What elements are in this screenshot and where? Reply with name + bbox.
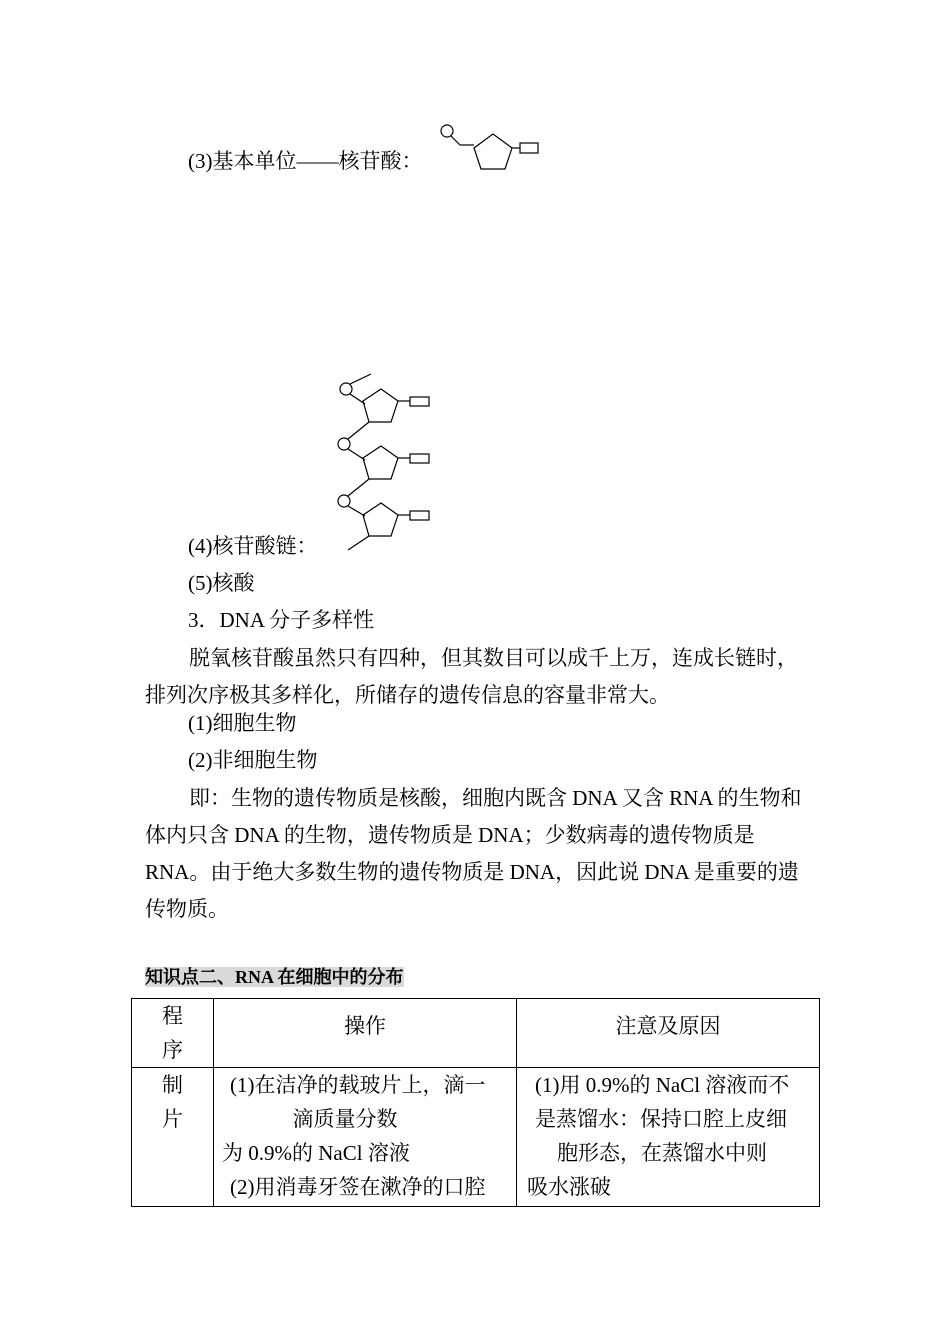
header-notes	[517, 999, 820, 1068]
item5-text: (5)核酸	[188, 571, 255, 595]
header-operation	[214, 999, 517, 1068]
conclusion-paragraph: 即：生物的遗传物质是核酸，细胞内既含 DNA 又含 RNA 的生物和体内只含 DNA 的生物，遗传物质是 DNA；少数病毒的遗传物质是 RNA。由于绝大多数生物的遗传物质是 DNA，因此说 DNA 是重要的遗传物质。	[145, 786, 802, 921]
operation-line: 滴质量分数	[292, 1107, 398, 1131]
notes-line: (1)用 0.9%的 NaCl 溶液而不	[535, 1073, 790, 1097]
rna-distribution-table	[131, 998, 820, 1207]
row-notes-cell	[517, 1068, 820, 1207]
dna-diversity-heading: 3．DNA 分子多样性	[188, 608, 375, 632]
nucleotide-diagram	[436, 122, 546, 172]
operation-line: (1)在洁净的载玻片上，滴一	[230, 1073, 486, 1097]
sugar-pentagon	[474, 134, 512, 169]
nucleotide-chain-diagram	[330, 368, 440, 558]
header-procedure	[132, 999, 214, 1068]
base-rectangle	[520, 143, 538, 153]
header-notes-label: 注意及原因	[615, 1014, 721, 1038]
row-procedure-line2: 片	[162, 1107, 183, 1131]
notes-line: 胞形态，在蒸馏水中则	[557, 1141, 767, 1165]
phosphate-circle	[441, 125, 453, 137]
notes-line: 是蒸馏水：保持口腔上皮细	[535, 1107, 787, 1131]
notes-line: 吸水涨破	[527, 1175, 611, 1199]
item4-text: (4)核苷酸链：	[188, 534, 318, 558]
item3-text: (3)基本单位——核苷酸：	[188, 149, 423, 173]
operation-line: (2)用消毒牙签在漱净的口腔	[230, 1175, 486, 1199]
cellular-organisms-item: (1)细胞生物	[188, 711, 297, 735]
header-operation-label: 操作	[344, 1014, 386, 1038]
table-header-row	[132, 999, 820, 1068]
table-row	[132, 1068, 820, 1207]
phosphate-bond	[451, 136, 460, 145]
section2-heading: 知识点二、RNA 在细胞中的分布	[145, 967, 404, 987]
non-cellular-organisms-item: (2)非细胞生物	[188, 748, 318, 772]
operation-line: 为 0.9%的 NaCl 溶液	[222, 1141, 410, 1165]
diversity-paragraph: 脱氧核苷酸虽然只有四种，但其数目可以成千上万，连成长链时，排列次序极其多样化，所储存的遗传信息的容量非常大。	[145, 646, 798, 707]
row-operation-cell	[214, 1068, 517, 1207]
row-procedure-cell	[132, 1068, 214, 1207]
header-procedure-line2: 序	[162, 1038, 183, 1062]
header-procedure-line1: 程	[162, 1004, 183, 1028]
row-procedure-line1: 制	[162, 1073, 183, 1097]
